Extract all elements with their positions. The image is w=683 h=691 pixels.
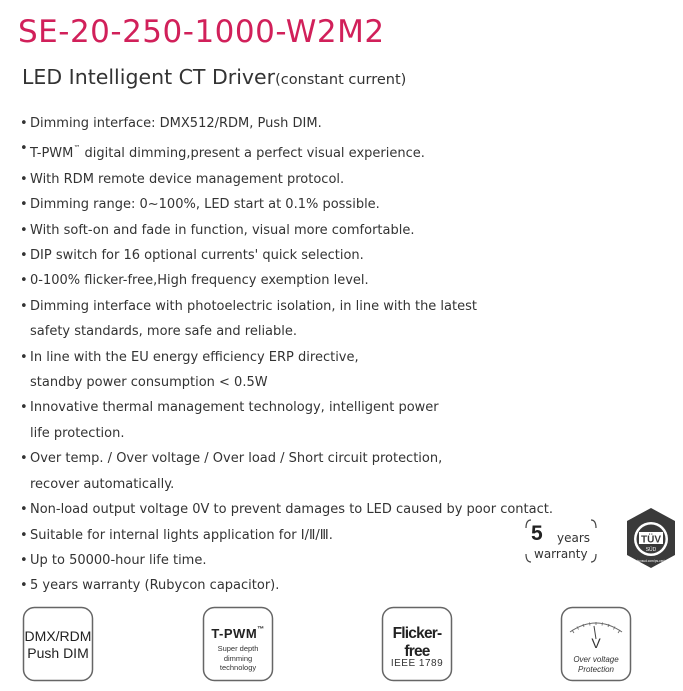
tpwm-description-line: technology [219,663,257,672]
bullet-icon: • [20,116,28,131]
bullet-icon: • [20,248,28,264]
bullet-icon: • [20,349,28,365]
flicker-free-icon [381,606,453,682]
feature-text: In line with the EU energy efficiency ERP directive, [30,349,359,365]
feature-text: Dimming range: 0~100%, LED start at 0.1% possible. [30,197,380,213]
bullet-icon: • [20,141,28,157]
feature-text: Dimming interface with photoelectric isolation, in line with the latest [30,298,477,314]
tpwm-description-line: dimming [223,653,253,663]
tpwm-title [202,626,274,641]
feature-text: Dimming interface: DMX512/RDM, Push DIM. [30,116,322,131]
feature-item [18,268,618,293]
bullet-icon: • [20,298,28,314]
feature-text: recover automatically. [30,476,175,492]
over-voltage-label [560,655,632,674]
bullet-icon: • [20,527,28,543]
over-voltage-label-line: Protection [577,664,615,674]
feature-text: digital dimming,present a perfect visual experience. [80,146,425,162]
tuv-mark-text: TÜV [641,534,661,546]
over-voltage-label-line: Over voltage [573,655,619,664]
feature-item [18,243,618,268]
feature-item [18,446,618,471]
feature-text: Non-load output voltage 0V to prevent damages to LED caused by poor contact. [30,502,553,518]
feature-text: 0-100% flicker-free,High frequency exemption level. [30,273,369,289]
tpwm-trademark: ™ [257,626,265,633]
feature-text: Over temp. / Over voltage / Over load / Short circuit protection, [30,451,443,467]
warranty-years-number: 5 [531,522,543,545]
dmx-label-line: Push DIM [27,645,89,661]
tuv-sud-certification-icon [622,506,680,570]
bullet-icon: • [20,222,28,238]
feature-item [18,218,618,243]
bullet-icon: • [20,451,28,467]
feature-text: DIP switch for 16 optional currents' quick selection. [30,248,364,264]
tuv-mark-small: tuvsud.com/ps-cert [637,559,665,563]
flicker-free-standard: IEEE 1789 [390,658,444,669]
feature-text: With soft-on and fade in function, visual more comfortable. [30,222,415,238]
feature-text: Up to 50000-hour life time. [30,552,207,568]
dmx-label-line: DMX/RDM [24,628,92,644]
tpwm-description-line: Super depth [217,644,259,653]
feature-item [18,167,618,192]
bullet-icon: • [20,502,28,518]
warranty-badge [522,516,600,566]
flicker-free-title: Flicker-free [392,625,442,660]
bullet-icon: • [20,578,28,594]
bullet-icon: • [20,197,28,213]
feature-item-continuation [18,421,618,446]
feature-item [18,573,618,598]
feature-item [18,192,618,217]
bullet-icon: • [20,400,28,416]
voltage-symbol: V [591,635,601,651]
bullet-icon: • [20,552,28,568]
feature-item-continuation [18,472,618,497]
dmx-label [22,628,94,662]
subtitle-note: (constant current) [275,72,407,88]
warranty-label: warranty [534,547,588,561]
tpwm-title-text: T-PWM [211,626,258,641]
feature-text: safety standards, more safe and reliable. [30,324,298,340]
feature-item [18,136,618,166]
feature-text: standby power consumption < 0.5W [30,375,268,391]
tpwm-dimming-icon [202,606,274,682]
feature-prefix: T-PWM [30,146,74,162]
feature-item [18,395,618,420]
feature-text: With RDM remote device management protocol. [30,171,345,187]
bullet-icon: • [20,171,28,187]
feature-text: life protection. [30,425,125,441]
tpwm-description [202,644,274,673]
feature-item [18,111,618,136]
feature-item [18,345,618,370]
over-voltage-protection-icon [560,606,632,682]
feature-text: Suitable for internal lights application for Ⅰ/Ⅱ/Ⅲ. [30,527,333,543]
product-subtitle [22,63,406,94]
model-title: SE-20-250-1000-W2M2 [18,14,385,50]
subtitle-main: LED Intelligent CT Driver [22,65,276,89]
trademark-symbol: ™ [73,144,81,153]
feature-item-continuation [18,319,618,344]
bullet-icon: • [20,273,28,289]
feature-item-continuation [18,370,618,395]
feature-text: Innovative thermal management technology, intelligent power [30,400,439,416]
feature-text: 5 years warranty (Rubycon capacitor). [30,578,280,594]
dmx-push-dim-icon [22,606,94,682]
warranty-years-unit: years [557,531,591,545]
tuv-mark-sub: SÜD [645,547,657,553]
feature-item [18,294,618,319]
